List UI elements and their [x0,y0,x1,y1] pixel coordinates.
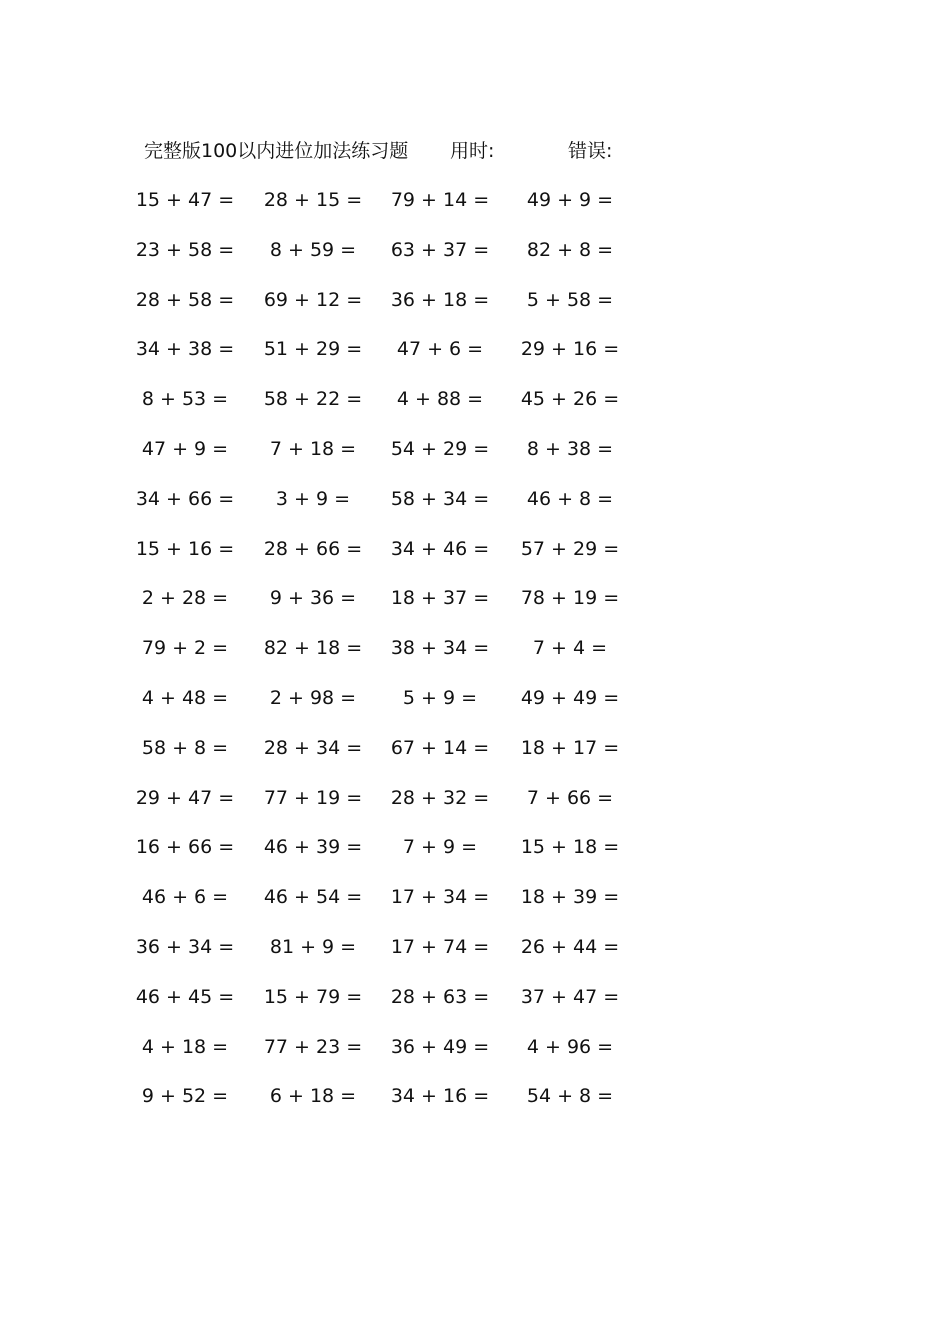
addition-problem: 45 + 26 = [520,388,620,411]
addition-problem: 8 + 53 = [141,388,229,411]
addition-problem: 3 + 9 = [275,487,351,510]
addition-problem: 49 + 49 = [520,686,620,709]
addition-problem: 9 + 52 = [141,1085,229,1108]
addition-problem: 47 + 6 = [396,338,484,361]
addition-problem: 36 + 18 = [390,288,490,311]
addition-problem: 79 + 2 = [141,637,229,660]
addition-problem: 9 + 36 = [269,587,357,610]
addition-problem: 7 + 66 = [526,786,614,809]
addition-problem: 8 + 38 = [526,437,614,460]
addition-problem: 18 + 17 = [520,736,620,759]
addition-problem: 46 + 8 = [526,487,614,510]
addition-problem: 79 + 14 = [390,189,490,211]
addition-problem: 34 + 46 = [390,537,490,560]
addition-problem: 2 + 28 = [141,587,229,610]
addition-problem: 69 + 12 = [263,288,363,311]
problem-row [130,286,630,336]
addition-problem: 28 + 34 = [263,736,363,759]
problem-row [130,535,630,585]
addition-problem: 15 + 18 = [520,836,620,859]
addition-problem: 15 + 16 = [135,537,235,560]
problem-row [130,784,630,834]
addition-problem: 4 + 88 = [396,388,484,411]
addition-problem: 82 + 18 = [263,637,363,660]
addition-problem: 15 + 47 = [135,189,235,211]
addition-problem: 23 + 58 = [135,238,235,261]
addition-problem: 38 + 34 = [390,637,490,660]
addition-problem: 5 + 58 = [526,288,614,311]
addition-problem: 58 + 34 = [390,487,490,510]
problem-row [130,1033,630,1083]
addition-problem: 28 + 66 = [263,537,363,560]
addition-problem: 77 + 19 = [263,786,363,809]
addition-problem: 5 + 9 = [402,686,478,709]
addition-problem: 16 + 66 = [135,836,235,859]
addition-problem: 63 + 37 = [390,238,490,261]
addition-problem: 29 + 16 = [520,338,620,361]
problem-grid [130,186,630,1132]
addition-problem: 46 + 45 = [135,985,235,1008]
problem-row [130,1082,630,1132]
addition-problem: 28 + 58 = [135,288,235,311]
problem-row [130,435,630,485]
addition-problem: 78 + 19 = [520,587,620,610]
worksheet-title: 完整版100以内进位加法练习题 [144,140,409,162]
addition-problem: 57 + 29 = [520,537,620,560]
addition-problem: 28 + 15 = [263,189,363,211]
problem-row [130,883,630,933]
addition-problem: 2 + 98 = [269,686,357,709]
addition-problem: 81 + 9 = [269,935,357,958]
addition-problem: 7 + 9 = [402,836,478,859]
addition-problem: 29 + 47 = [135,786,235,809]
problem-row [130,335,630,385]
time-label: 用时: [450,140,495,162]
addition-problem: 37 + 47 = [520,985,620,1008]
addition-problem: 77 + 23 = [263,1035,363,1058]
problem-row [130,385,630,435]
addition-problem: 15 + 79 = [263,985,363,1008]
problem-row [130,584,630,634]
problem-row [130,485,630,535]
addition-problem: 51 + 29 = [263,338,363,361]
addition-problem: 58 + 8 = [141,736,229,759]
addition-problem: 36 + 34 = [135,935,235,958]
addition-problem: 67 + 14 = [390,736,490,759]
problem-row [130,833,630,883]
addition-problem: 7 + 4 = [532,637,608,660]
addition-problem: 17 + 34 = [390,886,490,909]
addition-problem: 6 + 18 = [269,1085,357,1108]
error-label: 错误: [568,140,613,162]
addition-problem: 7 + 18 = [269,437,357,460]
problem-row [130,933,630,983]
addition-problem: 46 + 39 = [263,836,363,859]
addition-problem: 54 + 29 = [390,437,490,460]
addition-problem: 8 + 59 = [269,238,357,261]
addition-problem: 82 + 8 = [526,238,614,261]
addition-problem: 18 + 39 = [520,886,620,909]
problem-row [130,684,630,734]
addition-problem: 34 + 16 = [390,1085,490,1108]
addition-problem: 17 + 74 = [390,935,490,958]
addition-problem: 4 + 96 = [526,1035,614,1058]
addition-problem: 36 + 49 = [390,1035,490,1058]
problem-row [130,186,630,236]
addition-problem: 34 + 66 = [135,487,235,510]
addition-problem: 54 + 8 = [526,1085,614,1108]
addition-problem: 46 + 6 = [141,886,229,909]
addition-problem: 4 + 18 = [141,1035,229,1058]
problem-row [130,236,630,286]
addition-problem: 34 + 38 = [135,338,235,361]
addition-problem: 18 + 37 = [390,587,490,610]
addition-problem: 28 + 32 = [390,786,490,809]
problem-row [130,734,630,784]
problem-row [130,634,630,684]
addition-problem: 58 + 22 = [263,388,363,411]
addition-problem: 4 + 48 = [141,686,229,709]
addition-problem: 28 + 63 = [390,985,490,1008]
addition-problem: 26 + 44 = [520,935,620,958]
addition-problem: 49 + 9 = [526,189,614,211]
addition-problem: 47 + 9 = [141,437,229,460]
problem-row [130,983,630,1033]
addition-problem: 46 + 54 = [263,886,363,909]
